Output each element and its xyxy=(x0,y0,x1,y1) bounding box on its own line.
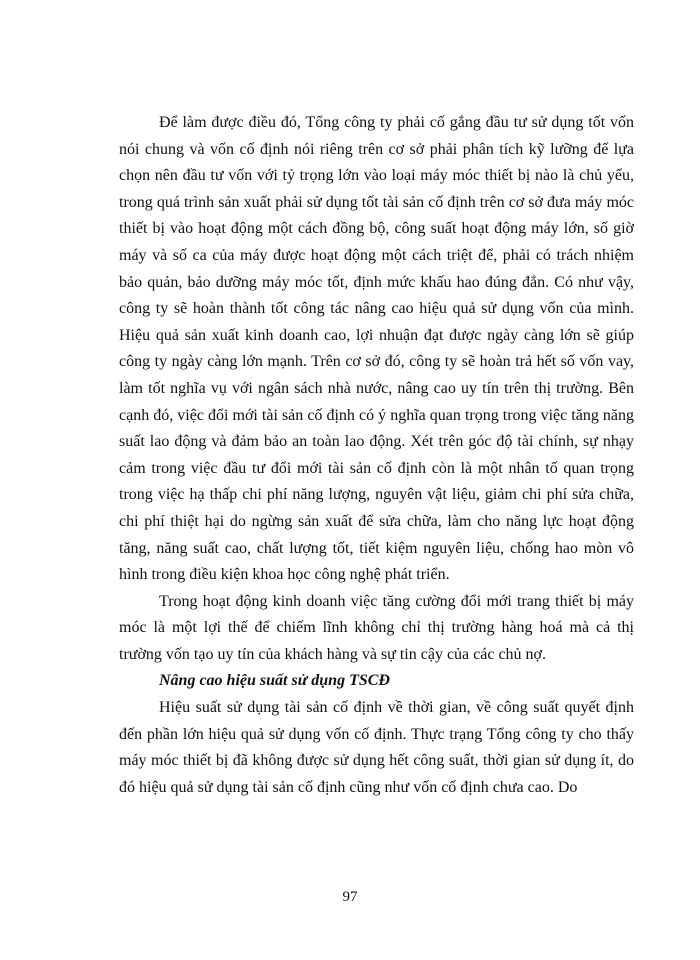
section-heading: Nâng cao hiệu suất sử dụng TSCĐ xyxy=(159,672,390,690)
body-text xyxy=(119,110,634,801)
paragraph-1: Để làm được điều đó, Tổng công ty phải cố gắng đầu tư sử dụng tốt vốn nói chung và vốn cố định nói riêng trên cơ sở phải phân tích kỹ lưỡng để lựa chọn nên đầu tư vốn với tỷ trọng lớn vào loại máy móc thiết bị nào là chủ yếu, trong quá trình sản xuất phải sử dụng tốt tài sản cố định trên cơ sở đưa máy móc thiết bị vào hoạt động một cách đồng bộ, công suất hoạt động máy lớn, số giờ máy và số ca của máy được hoạt động một cách triệt để, phải có trách nhiệm bảo quản, bảo dưỡng máy móc tốt, định mức khấu hao đúng đắn. Có như vậy, công ty sẽ hoàn thành tốt công tác nâng cao hiệu quả sử dụng vốn của mình. Hiệu quả sản xuất kinh doanh cao, lợi nhuận đạt được ngày càng lớn sẽ giúp công ty ngày càng lớn mạnh. Trên cơ sở đó, công ty sẽ hoàn trả hết số vốn vay, làm tốt nghĩa vụ với ngân sách nhà nước, nâng cao uy tín trên thị trường. Bên cạnh đó, việc đổi mới tài sản cố định có ý nghĩa quan trọng trong việc tăng năng suất lao động và đảm bảo an toàn lao động. Xét trên góc độ tài chính, sự nhạy cảm trong việc đầu tư đổi mới tài sản cố định còn là một nhân tố quan trọng trong việc hạ thấp chi phí năng lượng, nguyên vật liệu, giảm chi phí sửa chữa, chi phí thiệt hại do ngừng sản xuất để sửa chữa, làm cho năng lực hoạt động tăng, năng suất cao, chất lượng tốt, tiết kiệm nguyên liệu, chống hao mòn vô hình trong điều kiện khoa học công nghệ phát triển. xyxy=(119,114,634,584)
paragraph-2: Trong hoạt động kinh doanh việc tăng cường đổi mới trang thiết bị máy móc là một lợi thế để chiếm lĩnh không chỉ thị trường hàng hoá mà cả thị trường vốn tạo uy tín của khách hàng và sự tin cậy của các chủ nợ. xyxy=(119,592,634,663)
paragraph-3: Hiệu suất sử dụng tài sản cố định về thời gian, về công suất quyết định đến phần lớn hiệu quả sử dụng vốn cố định. Thực trạng Tổng công ty cho thấy máy móc thiết bị đã không được sử dụng hết công suất, thời gian sử dụng ít, do đó hiệu quả sử dụng tài sản cố định cũng như vốn cố định chưa cao. Do xyxy=(119,699,634,796)
page-number: 97 xyxy=(342,889,358,905)
